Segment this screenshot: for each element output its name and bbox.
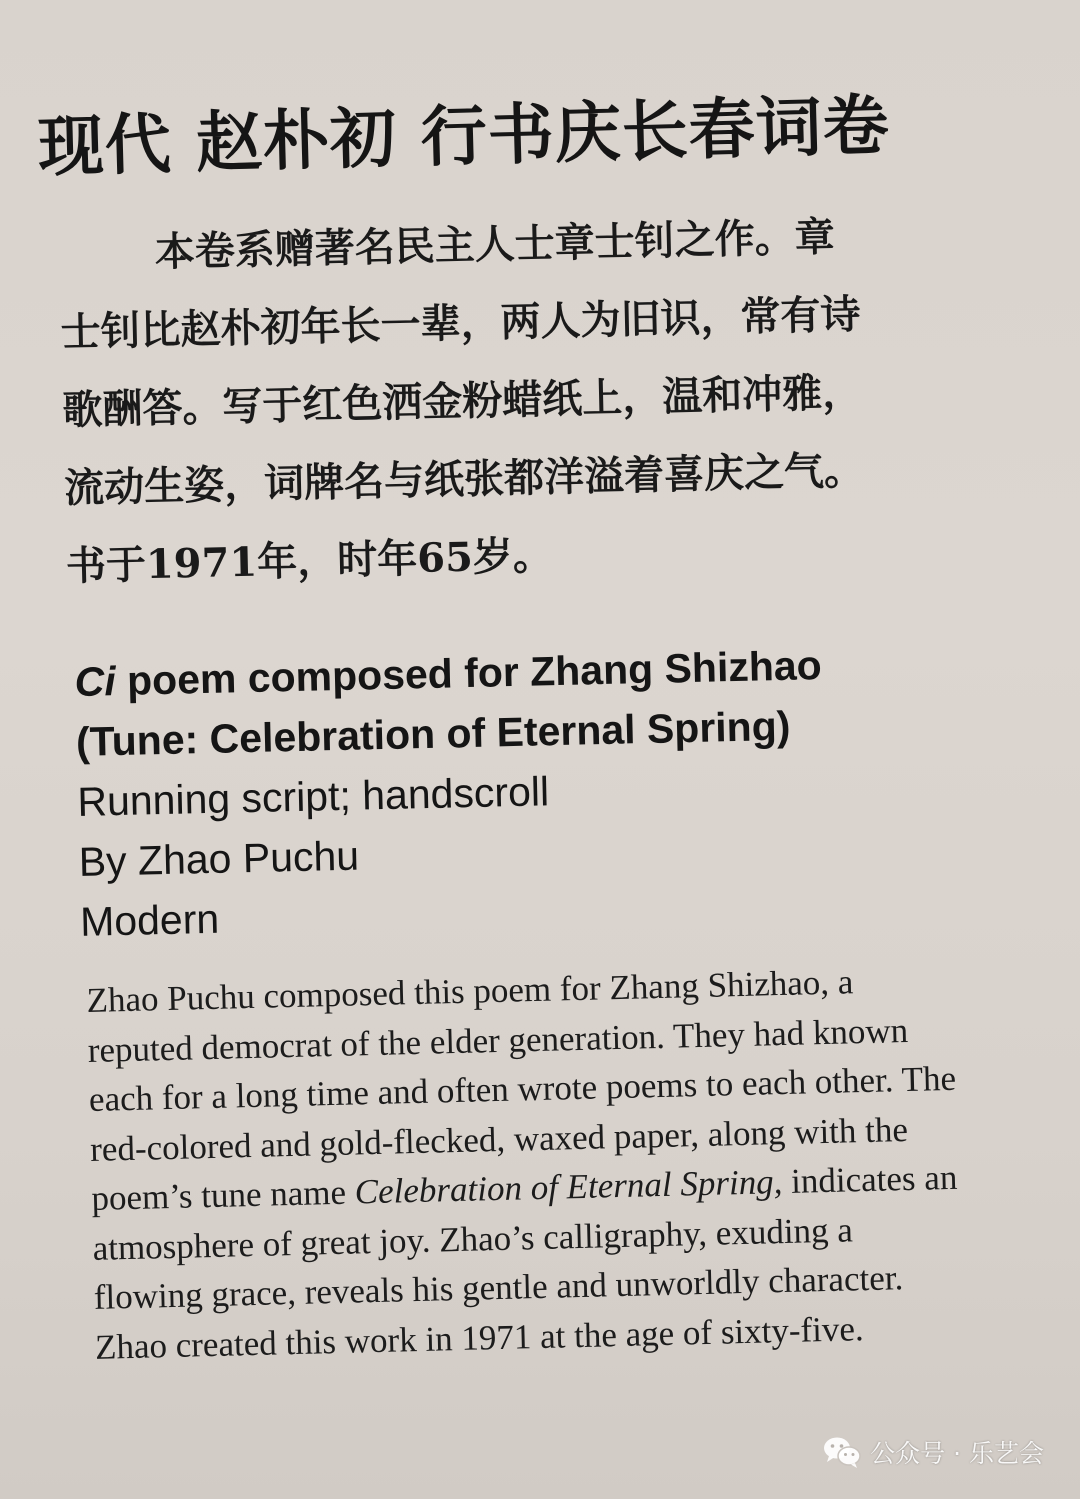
english-description-line: atmosphere of great joy. Zhao’s calligraphy, exuding a [92, 1209, 854, 1268]
wechat-icon [822, 1435, 862, 1469]
chinese-description-line: 书于1971年，时年65岁。 [65, 531, 554, 590]
english-description [86, 953, 1035, 1372]
watermark-text: 公众号 · 乐艺会 [870, 1439, 1044, 1468]
english-heading [74, 632, 981, 952]
english-description-line: Zhao created this work in 1971 at the age of sixty-five. [94, 1308, 865, 1367]
format-line: Running script; handscroll [76, 768, 550, 825]
ci-term: Ci [74, 658, 117, 705]
watermark [822, 1434, 1044, 1470]
period-line: Modern [79, 895, 220, 945]
english-description-line: reputed democrat of the elder generation. They had known [87, 1010, 909, 1070]
chinese-description-line: 本卷系赠著名民主人士章士钊之作。章 [154, 213, 836, 276]
english-description-line: red-colored and gold-flecked, waxed paper, along with the [89, 1109, 909, 1169]
chinese-description-line: 歌酬答。写于红色洒金粉蜡纸上，温和冲雅， [61, 368, 863, 434]
description-text: indicates an [781, 1157, 958, 1202]
english-description-line: each for a long time and often wrote poems to each other. The [88, 1058, 957, 1119]
english-description-line: flowing grace, reveals his gentle and unworldly character. [93, 1258, 904, 1317]
chinese-description [58, 194, 1017, 605]
chinese-description-line: 士钊比赵朴初年长一辈，两人为旧识，常有诗 [60, 290, 861, 356]
tune-name: Celebration of Eternal Spring, [354, 1162, 783, 1212]
english-subtitle-line: (Tune: Celebration of Eternal Spring) [75, 702, 791, 765]
artist-line: By Zhao Puchu [78, 832, 360, 885]
description-text: poem’s tune name [90, 1172, 356, 1218]
chinese-title: 现代 赵朴初 行书庆长春词卷 [36, 86, 891, 186]
english-description-line: Zhao Puchu composed this poem for Zhang Shizhao, a [86, 962, 854, 1020]
chinese-description-line: 流动生姿，词牌名与纸张都洋溢着喜庆之气。 [63, 446, 865, 512]
english-title-text: poem composed for Zhang Shizhao [115, 642, 823, 705]
